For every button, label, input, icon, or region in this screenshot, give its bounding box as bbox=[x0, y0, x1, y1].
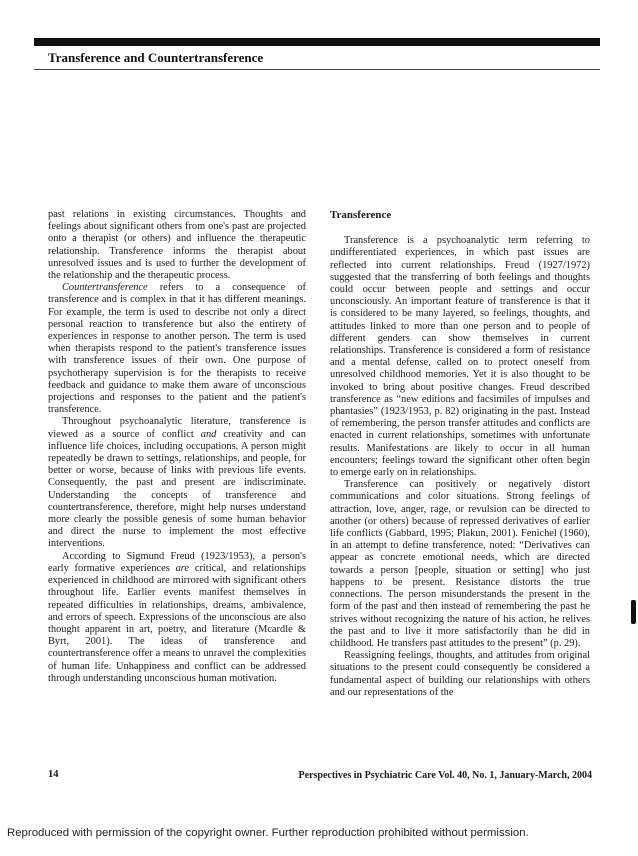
page-number: 14 bbox=[48, 769, 59, 780]
italic-word: and bbox=[200, 428, 217, 440]
copyright-notice: Reproduced with permission of the copyright owner. Further reproduction prohibited without permission. bbox=[7, 827, 529, 839]
journal-citation: Perspectives in Psychiatric Care Vol. 40, No. 1, January-March, 2004 bbox=[298, 770, 592, 781]
left-column bbox=[48, 209, 306, 685]
running-header bbox=[34, 46, 600, 70]
paragraph: past relations in existing circumstances. Thoughts and feelings about significant others from one's past are projected onto a therapist (or others) and influence the therapeutic relationship. Transference informs the therapist about unresolved issues and is used to further the development of the relationship and the therapeutic process. bbox=[48, 209, 306, 282]
paragraph: According to Sigmund Freud (1923/1953), a person's early formative experiences are critical, and relationships experienced in childhood are mirrored with significant others throughout life. Earlier events manifest themselves in repeated difficulties in relationships, dreams, ambivalence, and errors of speech. Expressions of the unconscious are also thought apparent in art, poetry, and literature (Mcardle & Byrt, 2001). The ideas of transference and countertransference offer a means to unravel the complexities of human life. Unhappiness and conflict can be addressed through understanding unconscious human motivation. bbox=[48, 550, 306, 684]
paragraph: Transference can positively or negatively distort communications and color situations. Strong feelings of attraction, love, anger, rage, or revulsion can be directed to another (or others) because of repressed derivatives of earlier life conflicts (Gabbard, 1995; Plakun, 2001). Fenichel (1960), in an attempt to define transference, noted: “Derivatives can appear as concrete emotional needs, which are directed towards a person [people, situation or setting] who just happens to be present. Resistance distorts the true connections. The person misunderstands the present in the form of the past and then instead of remembering the past he strives without recognizing the nature of his action, he relives the past and to live it more satisfactorily than he did in childhood. He transfers past attitudes to the present” (p. 29). bbox=[330, 479, 590, 649]
italic-term: Countertransference bbox=[62, 282, 148, 294]
paragraph: Reassigning feelings, thoughts, and attitudes from original situations to the present could consequently be considered a fundamental aspect of building our relationships with others and our representations of the bbox=[330, 650, 590, 698]
paragraph: Transference is a psychoanalytic term referring to undifferentiated experiences, in which past issues are reflected into current relationships. Freud (1927/1972) suggested that the transferring of both feelings and thoughts could occur between people and settings and occur unconsciously. An important feature of transference is that it is considered to be many layered, so feelings, thoughts, and attitudes linked to more than one person and to people of different genders can show themselves in current relationships. Transference is considered a form of resistance and a mental defense, called on to protect oneself from unresolved childhood memories. Yet it is also thought to be invoked to bring about positive changes. Freud described transference as “new editions and facsimiles of impulses and phantasies” (1923/1953, p. 82) originating in the past. Instead of remembering, the person transfer attitudes and conflicts are enacted in current relationships, sometimes with unfortunate results. Manifestations are likely to occur in all human encounters; feelings toward the significant other often begin to emerge early on in relationships. bbox=[330, 235, 590, 479]
top-rule bbox=[34, 38, 600, 46]
right-column bbox=[330, 209, 590, 699]
edge-mark bbox=[631, 600, 636, 624]
section-heading: Transference bbox=[330, 209, 392, 221]
italic-word: are bbox=[175, 562, 190, 574]
paragraph: Countertransference refers to a consequence of transference and is complex in that it has different meanings. For example, the term is used to describe not only a direct personal reaction to transference but also the entirety of experiences in response to another person. The term is used when therapists respond to the patient's transference issues with transference issues of their own. One purpose of psychotherapy supervision is for the therapists to receive feedback and guidance to make them aware of unconscious projections and responses to the patient and the patient's transference. bbox=[48, 282, 306, 416]
article-title: Transference and Countertransference bbox=[48, 50, 264, 65]
paragraph: Throughout psychoanalytic literature, transference is viewed as a source of conflict and creativity and can influence life choices, including occupations. A person might repeatedly be drawn to settings, relationships, and people, for better or worse, because of links with previous life events. Consequently, the past and present are indiscriminate. Understanding the concepts of transference and countertransference, therefore, might help nurses understand more clearly the possible genesis of some human behavior and direct the nurse to implement the most effective interventions. bbox=[48, 416, 306, 550]
